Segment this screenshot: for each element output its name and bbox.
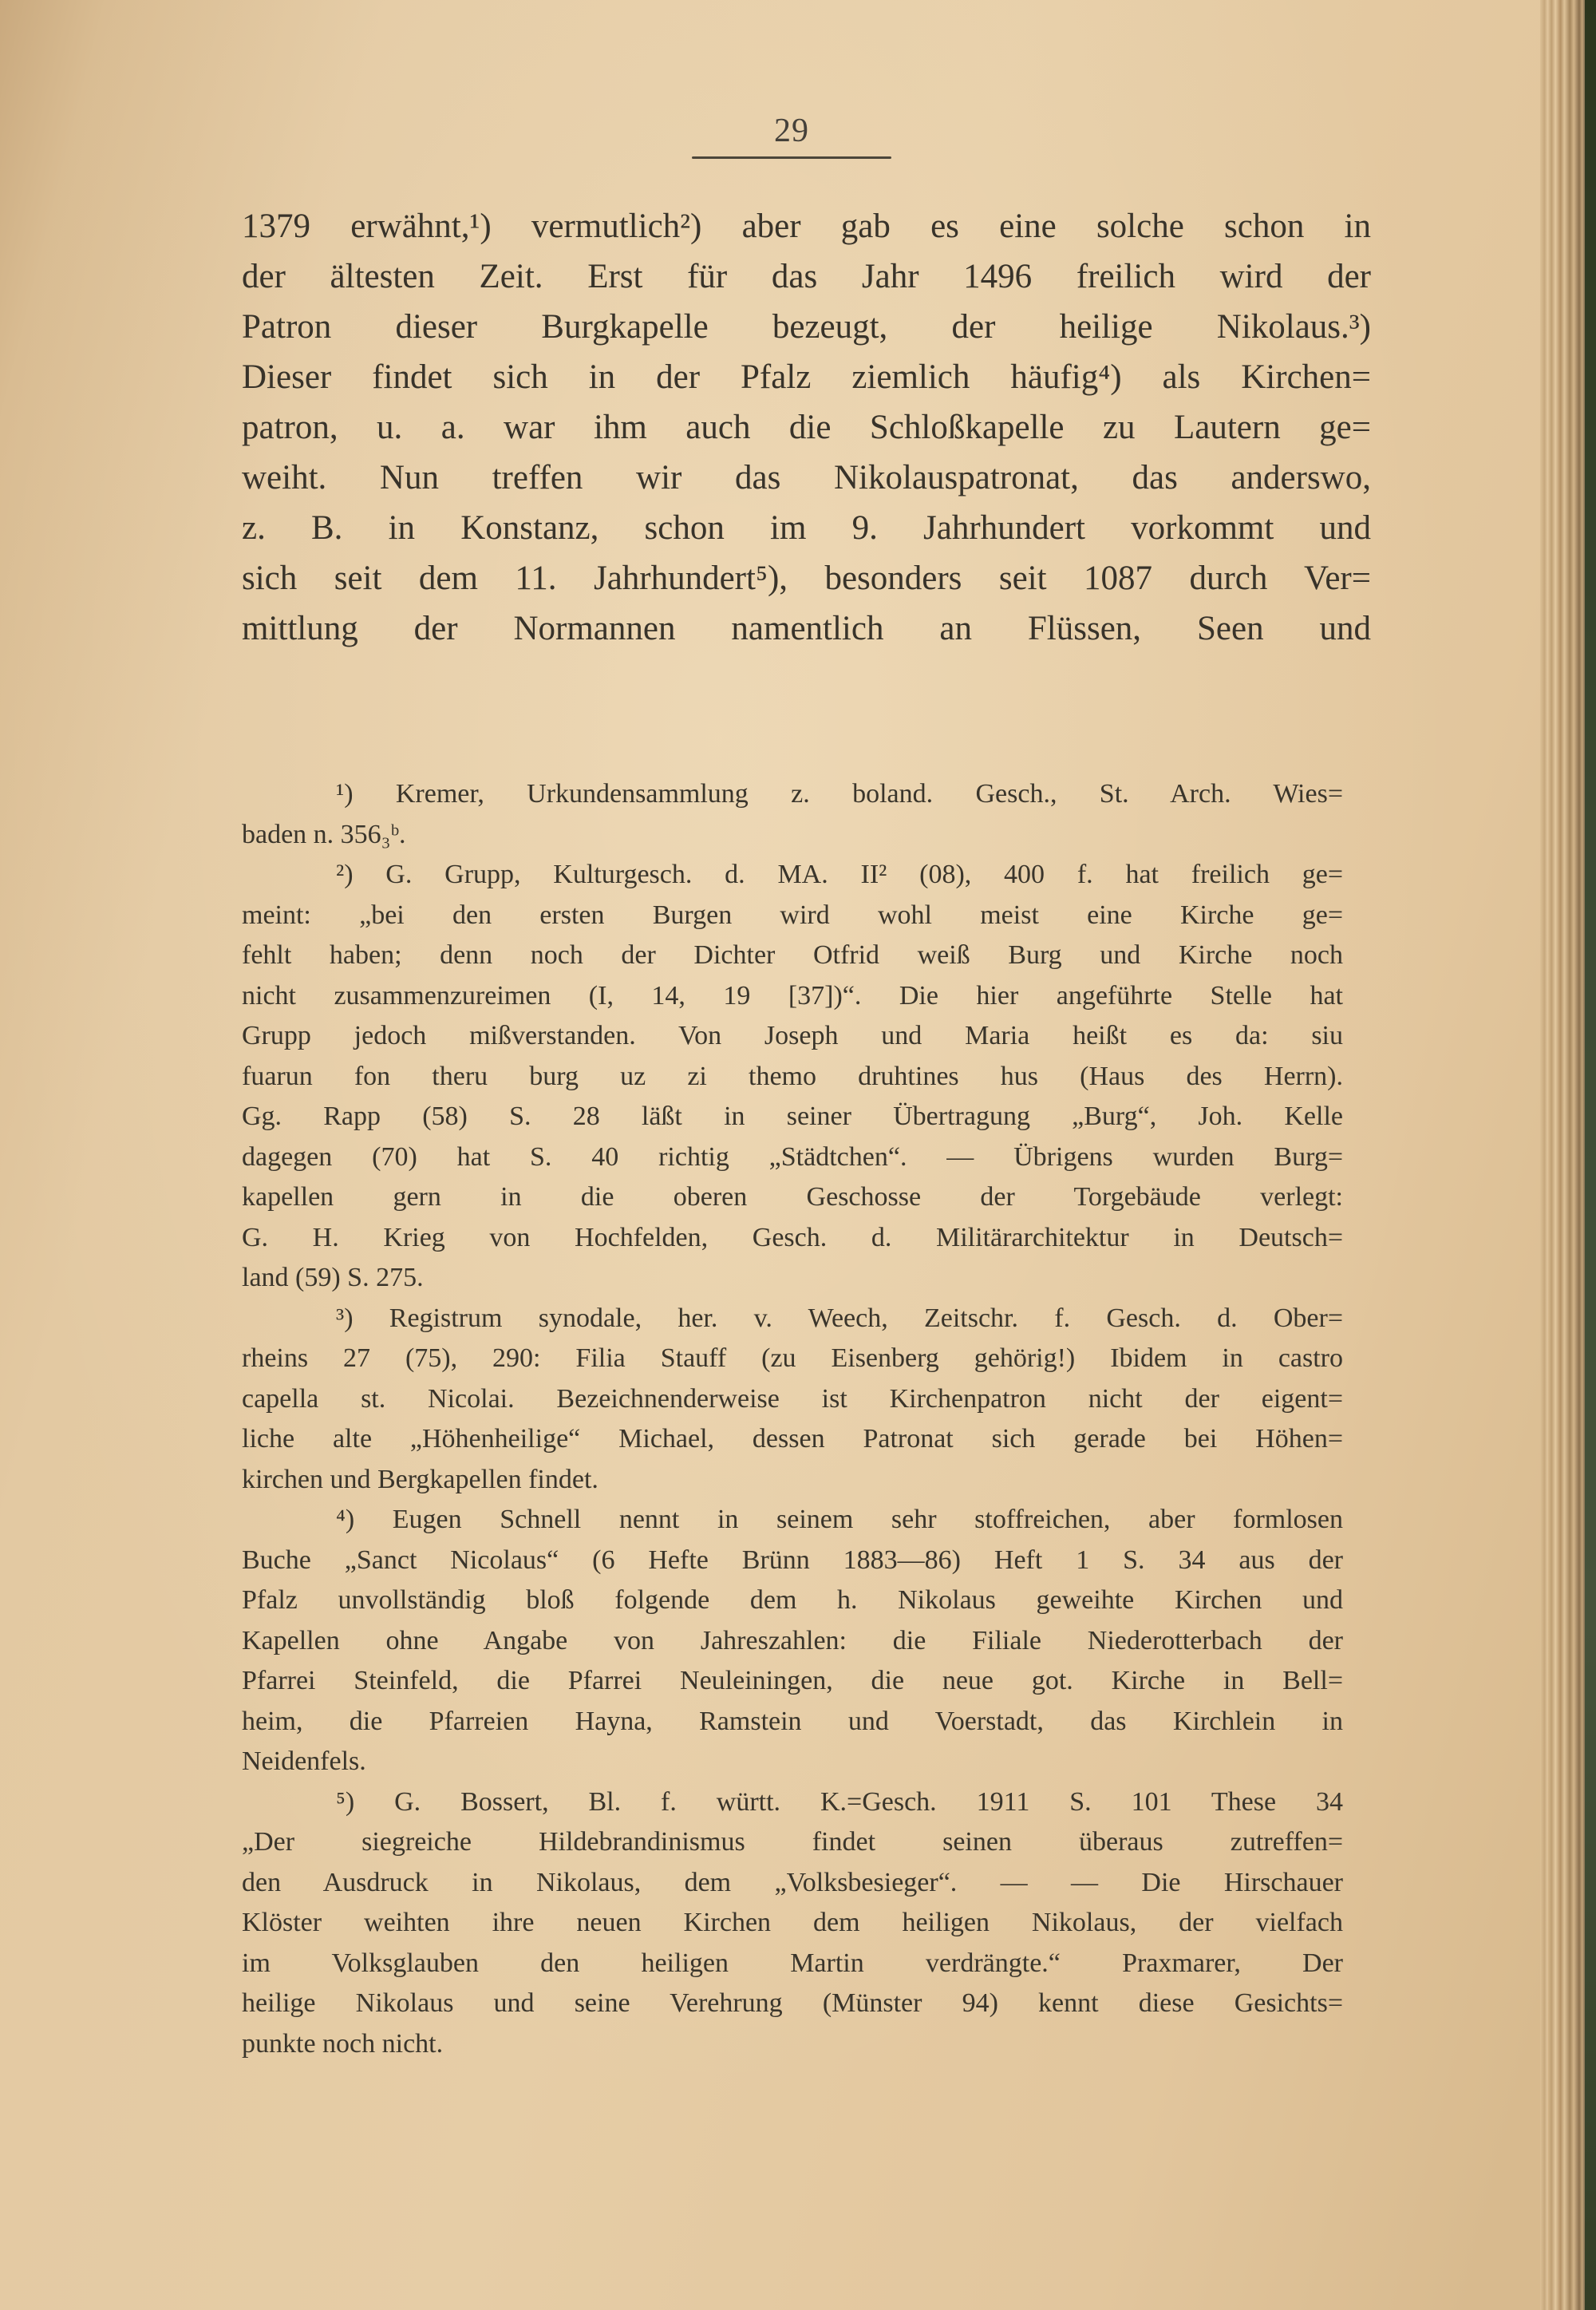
footnote-2-line: fuarun fon theru burg uz zi themo druhtines hus (Haus des Herrn).: [242, 1061, 1343, 1091]
footnote-2-line: land (59) S. 275.: [242, 1263, 424, 1292]
main-text-paragraph: [242, 201, 1371, 654]
footnote-2-line: fehlt haben; denn noch der Dichter Otfrid weiß Burg und Kirche noch: [242, 940, 1343, 970]
footnote-2-line: G. H. Krieg von Hochfelden, Gesch. d. Militärarchitektur in Deutsch=: [242, 1222, 1343, 1252]
body-line: Patron dieser Burgkapelle bezeugt, der heilige Nikolaus.³): [242, 308, 1371, 346]
body-line: Dieser findet sich in der Pfalz ziemlich häufig⁴) als Kirchen=: [242, 358, 1371, 396]
footnote-4-line: Buche „Sanct Nicolaus“ (6 Hefte Brünn 1883—86) Heft 1 S. 34 aus der: [242, 1545, 1343, 1575]
footnote-4-line: heim, die Pfarreien Hayna, Ramstein und Voerstadt, das Kirchlein in: [242, 1706, 1343, 1736]
body-line: z. B. in Konstanz, schon im 9. Jahrhundert vorkommt und: [242, 509, 1371, 547]
footnote-4-line: Pfarrei Steinfeld, die Pfarrei Neuleiningen, die neue got. Kirche in Bell=: [242, 1666, 1343, 1695]
footnote-5-line: heilige Nikolaus und seine Verehrung (Münster 94) kennt diese Gesichts=: [242, 1988, 1343, 2018]
footnote-1-line: ¹) Kremer, Urkundensammlung z. boland. Gesch., St. Arch. Wies=: [336, 779, 1343, 809]
scanner-background: [1585, 0, 1596, 2310]
body-line: weiht. Nun treffen wir das Nikolauspatronat, das anderswo,: [242, 459, 1371, 496]
footnote-4-line: Neidenfels.: [242, 1746, 366, 1776]
footnote-4-line: Kapellen ohne Angabe von Jahreszahlen: die Filiale Niederotterbach der: [242, 1625, 1343, 1655]
body-line: der ältesten Zeit. Erst für das Jahr 1496 freilich wird der: [242, 258, 1371, 295]
footnote-2-line: ²) G. Grupp, Kulturgesch. d. MA. II² (08), 400 f. hat freilich ge=: [336, 860, 1343, 889]
footnote-5-line: im Volksglauben den heiligen Martin verdrängte.“ Praxmarer, Der: [242, 1948, 1343, 1978]
footnote-2-line: meint: „bei den ersten Burgen wird wohl meist eine Kirche ge=: [242, 900, 1343, 930]
footnote-4-line: ⁴) Eugen Schnell nennt in seinem sehr stoffreichen, aber formlosen: [336, 1505, 1343, 1534]
footnote-3-line: ³) Registrum synodale, her. v. Weech, Zeitschr. f. Gesch. d. Ober=: [336, 1303, 1343, 1333]
body-line: mittlung der Normannen namentlich an Flüssen, Seen und: [242, 610, 1371, 647]
footnote-5-line: Klöster weihten ihre neuen Kirchen dem heiligen Nikolaus, der vielfach: [242, 1908, 1343, 1937]
footnote-2-line: Grupp jedoch mißverstanden. Von Joseph und Maria heißt es da: siu: [242, 1021, 1343, 1050]
footnote-5-line: „Der siegreiche Hildebrandinismus findet seinen überaus zutreffen=: [242, 1827, 1343, 1857]
footnote-2-line: kapellen gern in die oberen Geschosse der Torgebäude verlegt:: [242, 1182, 1343, 1212]
footnote-5-line: ⁵) G. Bossert, Bl. f. württ. K.=Gesch. 1911 S. 101 These 34: [336, 1786, 1343, 1817]
body-line: sich seit dem 11. Jahrhundert⁵), besonders seit 1087 durch Ver=: [242, 560, 1371, 597]
footnote-2-line: nicht zusammenzureimen (I, 14, 19 [37])“. Die hier angeführte Stelle hat: [242, 980, 1343, 1011]
footnote-3-line: liche alte „Höhenheilige“ Michael, dessen Patronat sich gerade bei Höhen=: [242, 1424, 1343, 1454]
body-line: 1379 erwähnt,¹) vermutlich²) aber gab es eine solche schon in: [242, 208, 1371, 245]
footnote-3-line: capella st. Nicolai. Bezeichnenderweise ist Kirchenpatron nicht der eigent=: [242, 1383, 1343, 1414]
page-number: 29: [774, 113, 809, 149]
footnote-5-line: punkte noch nicht.: [242, 2028, 444, 2059]
page-number-rule: [692, 156, 891, 159]
footnote-3-line: rheins 27 (75), 290: Filia Stauff (zu Eisenberg gehörig!) Ibidem in castro: [242, 1343, 1343, 1373]
footnote-5-line: den Ausdruck in Nikolaus, dem „Volksbesieger“. — — Die Hirschauer: [242, 1867, 1343, 1897]
footnotes-block: [242, 774, 1343, 2064]
footnote-1-line: baden n. 356₃ᵇ.: [242, 819, 406, 849]
footnote-4-line: Pfalz unvollständig bloß folgende dem h. Nikolaus geweihte Kirchen und: [242, 1585, 1343, 1615]
footnote-2-line: dagegen (70) hat S. 40 richtig „Städtchen“. — Übrigens wurden Burg=: [242, 1141, 1343, 1172]
page-edge-stack: [1540, 0, 1590, 2310]
body-line: patron, u. a. war ihm auch die Schloßkapelle zu Lautern ge=: [242, 409, 1371, 446]
footnote-3-line: kirchen und Bergkapellen findet.: [242, 1464, 598, 1494]
footnote-2-line: Gg. Rapp (58) S. 28 läßt in seiner Übertragung „Burg“, Joh. Kelle: [242, 1102, 1343, 1131]
